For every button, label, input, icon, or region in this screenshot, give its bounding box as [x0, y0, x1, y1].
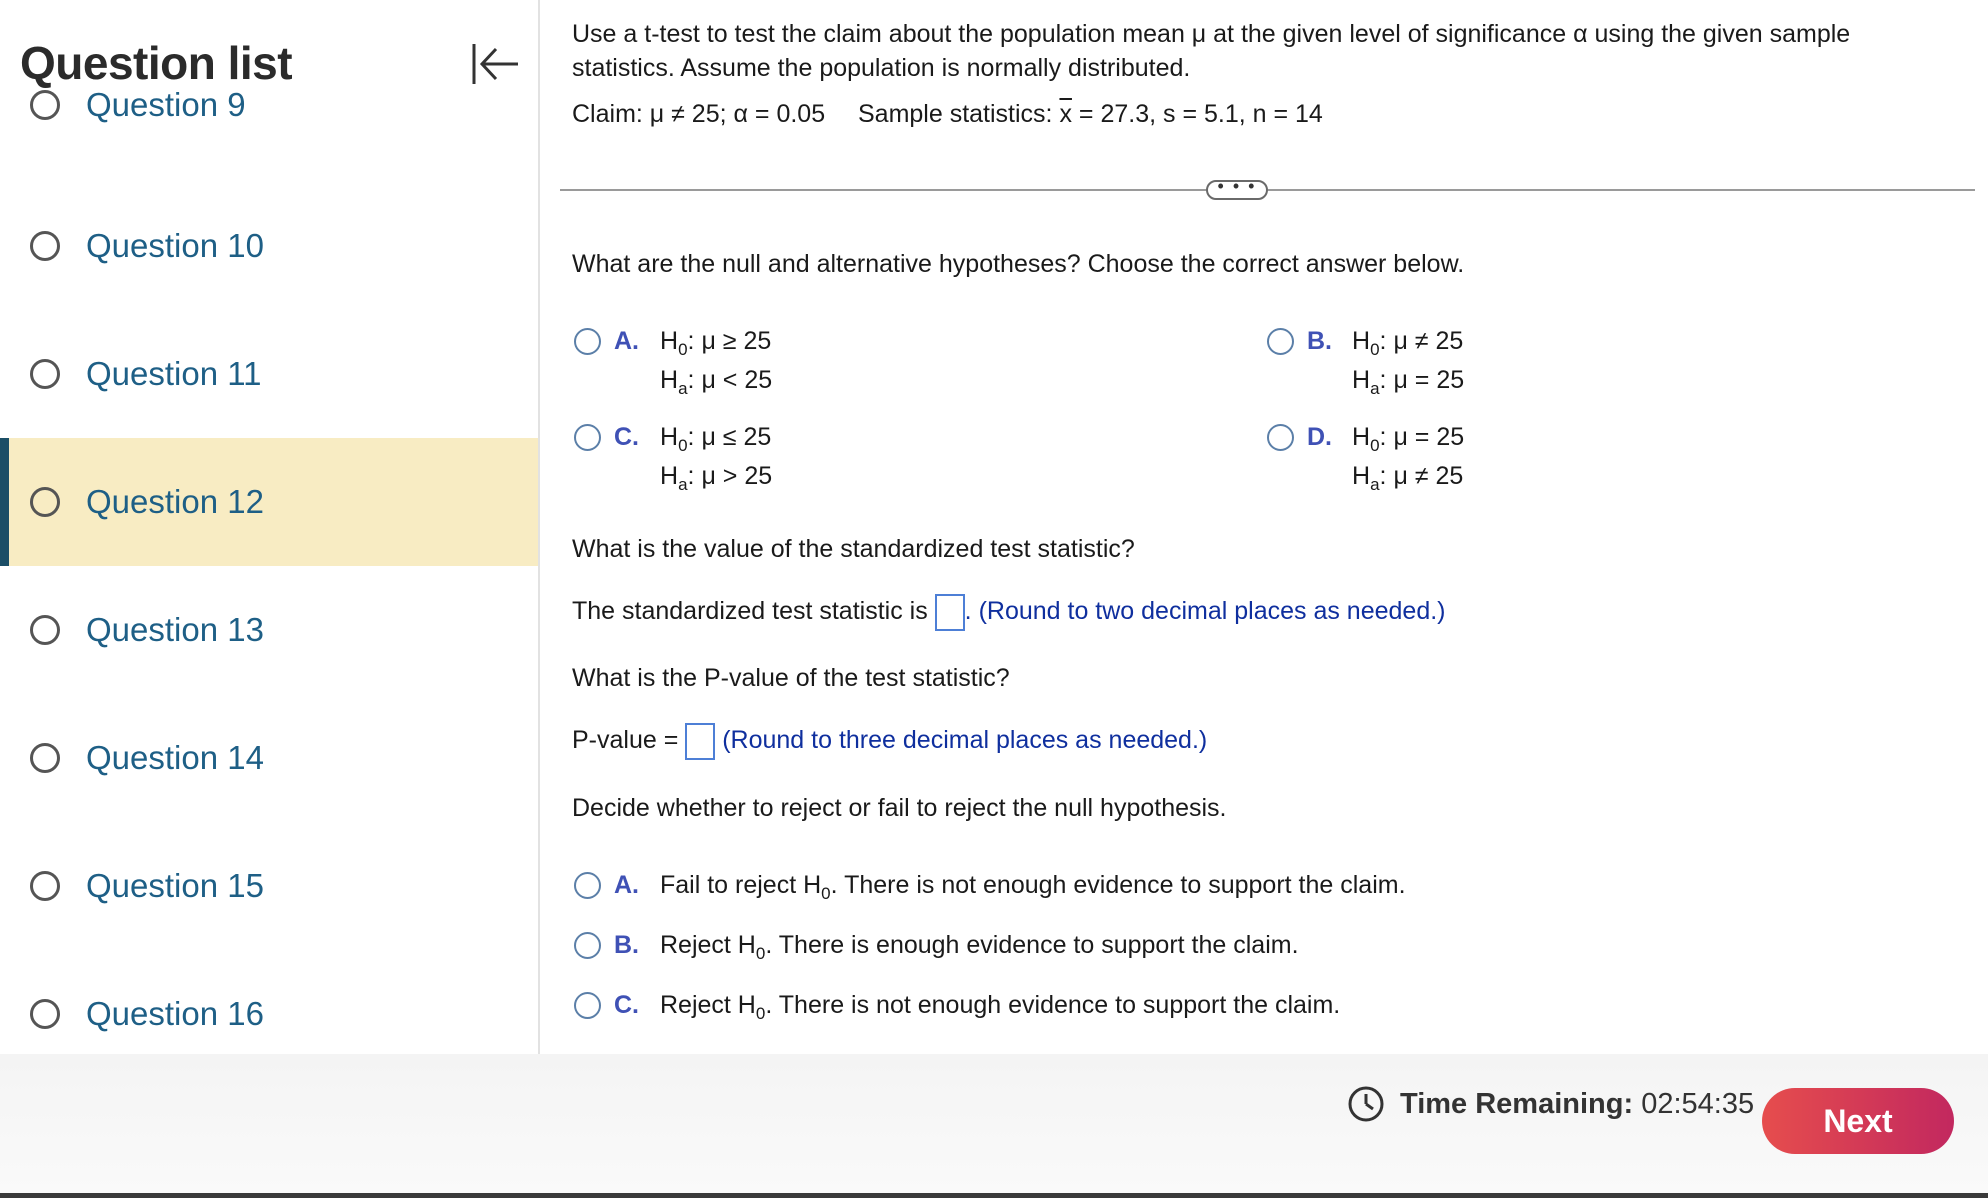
problem-intro-line1: Use a t-test to test the claim about the population mean μ at the given level of significance α using the given sample	[572, 20, 1851, 48]
decision-option-c-text	[660, 991, 1340, 1024]
h-symbol: H	[1352, 366, 1371, 394]
ha-expression: μ > 25	[701, 462, 773, 490]
hypothesis-option-d-radio[interactable]	[1267, 424, 1294, 451]
status-circle-icon	[30, 615, 60, 645]
h-symbol: H	[660, 462, 679, 490]
collapse-sidebar-button[interactable]	[466, 36, 524, 92]
h0-expression: μ ≥ 25	[701, 327, 772, 355]
question-item-11[interactable]	[0, 310, 539, 438]
option-letter: C.	[614, 991, 639, 1019]
status-circle-icon	[30, 999, 60, 1029]
status-circle-icon	[30, 871, 60, 901]
hypothesis-option-b-radio[interactable]	[1267, 328, 1294, 355]
decision-text-start: Fail to reject H	[660, 871, 822, 899]
h-symbol: H	[660, 327, 679, 355]
test-statistic-input[interactable]	[935, 594, 965, 631]
test-statistic-hint: . (Round to two decimal places as needed.)	[964, 597, 1446, 626]
time-remaining-value: 02:54:35	[1641, 1088, 1755, 1120]
status-circle-icon	[30, 487, 60, 517]
h-subscript: 0	[678, 436, 688, 455]
ha-expression: μ < 25	[701, 366, 773, 394]
option-letter: D.	[1307, 423, 1332, 451]
question-list-sidebar	[0, 0, 539, 1054]
option-letter: A.	[614, 871, 639, 899]
option-letter: A.	[614, 327, 639, 355]
collapse-left-icon	[466, 36, 524, 92]
h-subscript: a	[678, 379, 688, 398]
question-label: Question 13	[86, 611, 264, 648]
h-subscript: a	[678, 475, 688, 494]
question-label: Question 15	[86, 867, 264, 904]
decision-text-start: Reject H	[660, 991, 756, 1019]
window-bottom-edge	[0, 1193, 1988, 1198]
hypotheses-prompt: What are the null and alternative hypotheses? Choose the correct answer below.	[572, 250, 1465, 278]
question-label: Question 11	[86, 355, 262, 392]
option-b-ha: $H_a$: μ = 25	[1352, 366, 1465, 398]
stats-values: = 27.3, s = 5.1, n = 14	[1071, 100, 1323, 128]
option-a-h0: $H_0$: μ ≥ 25	[660, 327, 772, 359]
h-subscript: a	[1370, 379, 1380, 398]
question-label: Question 10	[86, 227, 264, 264]
p-value-prompt: What is the P-value of the test statistic?	[572, 664, 1010, 692]
problem-panel	[540, 0, 1988, 1054]
decision-option-b-text	[660, 931, 1299, 964]
sample-statistics	[858, 100, 1323, 129]
test-statistic-row	[572, 594, 1446, 631]
test-statistic-prompt: What is the value of the standardized test statistic?	[572, 535, 1135, 563]
test-statistic-label: The standardized test statistic is	[572, 597, 928, 626]
question-item-10[interactable]	[0, 182, 539, 310]
p-value-hint: (Round to three decimal places as needed.)	[722, 726, 1208, 755]
status-circle-icon	[30, 231, 60, 261]
status-circle-icon	[30, 743, 60, 773]
option-c-h0: $H_0$: μ ≤ 25	[660, 423, 772, 455]
question-item-13[interactable]	[0, 566, 539, 694]
question-label: Question 12	[86, 483, 264, 520]
sidebar-title: Question list	[20, 37, 293, 89]
stats-prefix: Sample statistics:	[858, 100, 1060, 128]
question-item-14[interactable]	[0, 694, 539, 822]
option-d-ha: $H_a$: μ ≠ 25	[1352, 462, 1464, 494]
h-symbol: H	[1352, 462, 1371, 490]
clock-icon	[1347, 1085, 1385, 1123]
option-b-h0: $H_0$: μ ≠ 25	[1352, 327, 1464, 359]
decision-option-b-radio[interactable]	[574, 932, 601, 959]
option-c-ha: $H_a$: μ > 25	[660, 462, 773, 494]
h0-expression: μ ≤ 25	[701, 423, 772, 451]
h-symbol: H	[1352, 423, 1371, 451]
decision-option-a-radio[interactable]	[574, 872, 601, 899]
option-d-h0: $H_0$: μ = 25	[1352, 423, 1465, 455]
p-value-row	[572, 723, 1207, 760]
decision-text-end: . There is not enough evidence to support the claim.	[765, 991, 1341, 1019]
question-item-15[interactable]	[0, 822, 539, 950]
decision-text-end: . There is enough evidence to support the claim.	[765, 931, 1299, 959]
h-subscript: a	[1370, 475, 1380, 494]
option-letter: C.	[614, 423, 639, 451]
next-button[interactable]: Next	[1762, 1088, 1954, 1154]
option-letter: B.	[1307, 327, 1332, 355]
hypothesis-option-a-radio[interactable]	[574, 328, 601, 355]
status-circle-icon	[30, 90, 60, 120]
ha-expression: μ = 25	[1393, 366, 1465, 394]
question-item-partial[interactable]	[30, 86, 330, 136]
decision-text-end: . There is not enough evidence to support the claim.	[830, 871, 1406, 899]
decision-text-start: Reject H	[660, 931, 756, 959]
time-remaining	[1400, 1088, 1754, 1121]
time-remaining-label: Time Remaining:	[1400, 1088, 1634, 1120]
question-label: Question 9	[86, 86, 246, 123]
p-value-label: P-value =	[572, 726, 679, 755]
option-letter: B.	[614, 931, 639, 959]
x-bar-symbol: $\overline{x}$	[1059, 100, 1072, 128]
p-value-input[interactable]	[685, 723, 715, 760]
h-symbol: H	[660, 423, 679, 451]
claim-text: Claim: μ ≠ 25; α = 0.05	[572, 100, 826, 128]
h-subscript: 0	[821, 884, 831, 903]
h0-expression: μ ≠ 25	[1393, 327, 1464, 355]
option-a-ha: $H_a$: μ < 25	[660, 366, 773, 398]
question-label: Question 16	[86, 995, 264, 1032]
h-symbol: H	[1352, 327, 1371, 355]
decision-option-a-text	[660, 871, 1406, 904]
problem-intro-line2: statistics. Assume the population is normally distributed.	[572, 54, 1191, 82]
footer-bar	[0, 1054, 1988, 1198]
h-subscript: 0	[1370, 436, 1380, 455]
status-circle-icon	[30, 359, 60, 389]
h-subscript: 0	[755, 944, 766, 963]
h-subscript: 0	[678, 340, 688, 359]
decision-option-c-radio[interactable]	[574, 992, 601, 1019]
h-subscript: 0	[1370, 340, 1380, 359]
question-label: Question 14	[86, 739, 264, 776]
h0-expression: μ = 25	[1393, 423, 1465, 451]
h-symbol: H	[660, 366, 679, 394]
expand-more-button[interactable]: • • •	[1206, 180, 1268, 200]
decision-prompt: Decide whether to reject or fail to reject the null hypothesis.	[572, 794, 1227, 822]
hypothesis-option-c-radio[interactable]	[574, 424, 601, 451]
ha-expression: μ ≠ 25	[1393, 462, 1464, 490]
h-subscript: 0	[755, 1004, 766, 1023]
question-item-12-active[interactable]	[0, 438, 539, 566]
